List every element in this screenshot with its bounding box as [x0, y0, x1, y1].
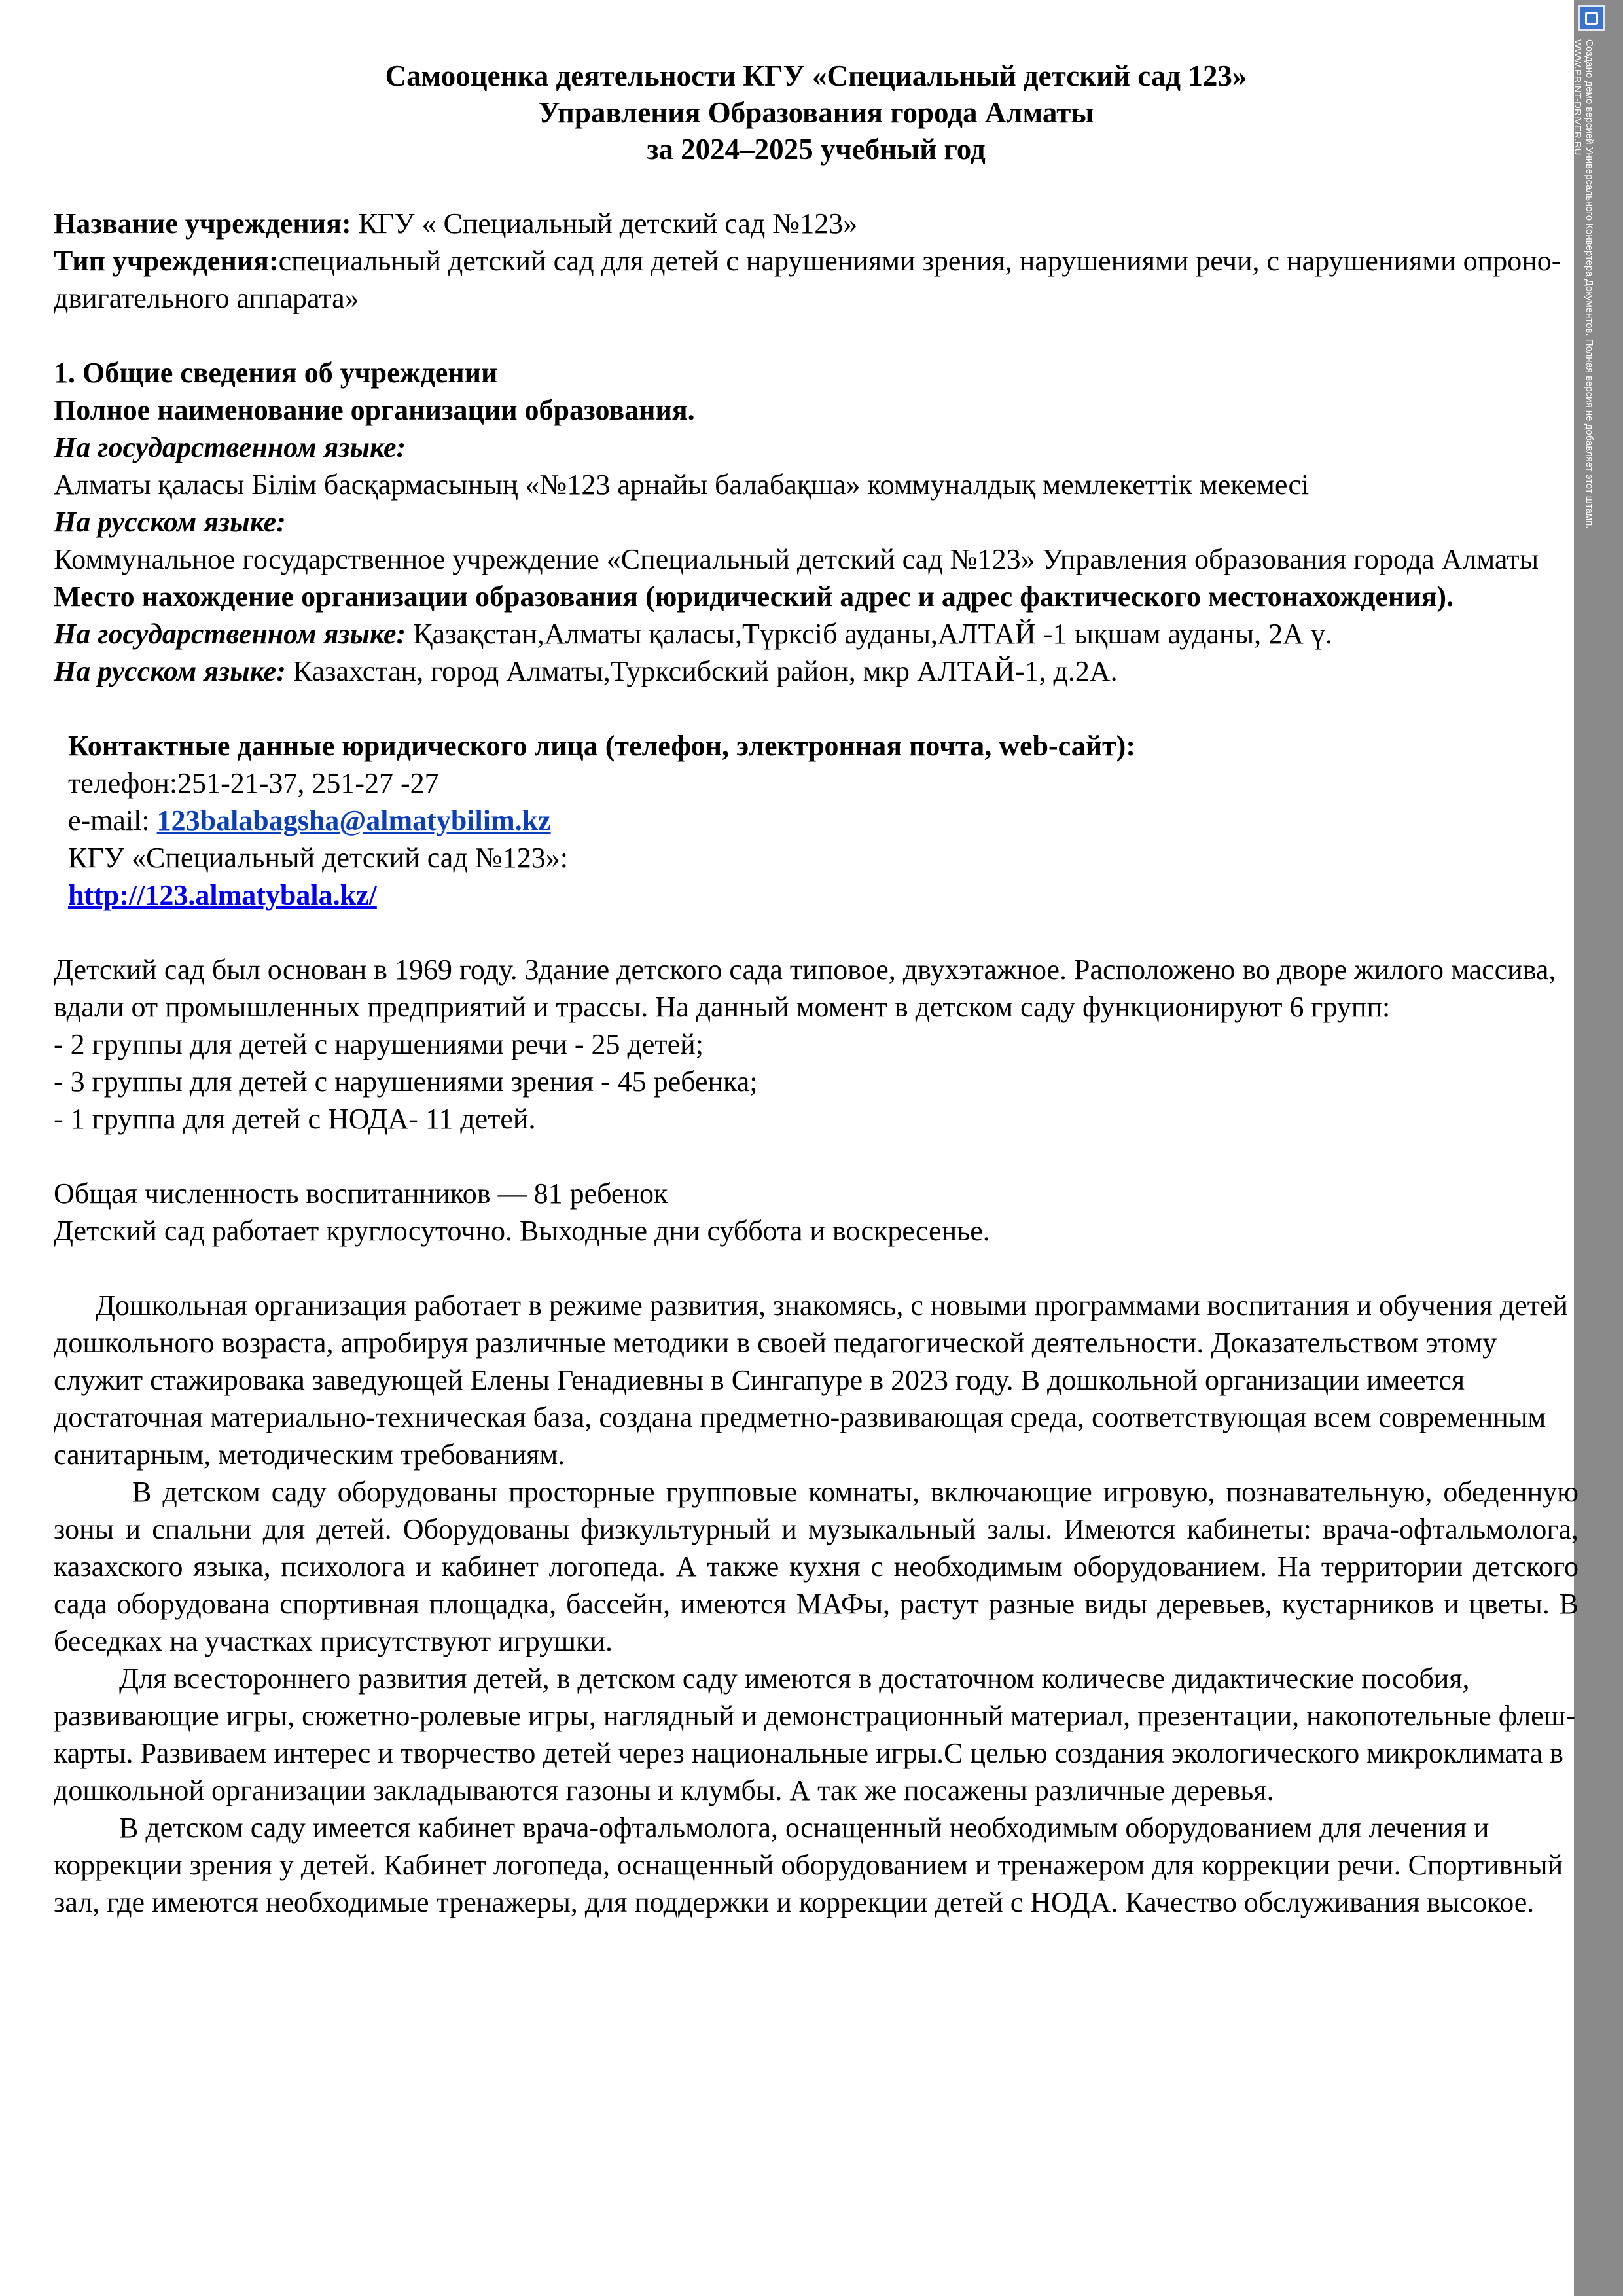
total-children: Общая численность воспитанников — 81 ребенок: [54, 1177, 668, 1210]
address-state-label: На государственном языке:: [54, 618, 406, 650]
header-line-3: за 2024–2025 учебный год: [647, 133, 986, 166]
address-state-value: Қазақстан,Алматы қаласы,Түрксіб ауданы,АЛТАЙ -1 ықшам ауданы, 2А ү.: [406, 618, 1332, 650]
address-ru-label: На русском языке:: [54, 655, 286, 687]
address-ru: [54, 653, 1578, 690]
watermark-line-1: Создано демо версией Универсального Конвертера Документов. Полная версия не добавляет этот штамп.: [1584, 39, 1595, 529]
watermark-line-2: WWW.PRINT-DRIVER.RU: [1572, 39, 1583, 156]
document-page: [54, 58, 1578, 1921]
schedule: Детский сад работает круглосуточно. Выходные дни суббота и воскресенье.: [54, 1215, 990, 1247]
institution-name-label: Название учреждения:: [54, 207, 351, 240]
address-ru-value: Казахстан, город Алматы,Турксибский район, мкр АЛТАЙ-1, д.2А.: [285, 655, 1118, 687]
contacts-block: [54, 727, 1578, 914]
location-title: Место нахождение организации образования (юридический адрес и адрес фактического местонахождения).: [54, 581, 1454, 613]
group-item: - 3 группы для детей с нарушениями зрения - 45 ребенка;: [54, 1066, 758, 1098]
document-header: [54, 58, 1578, 168]
address-state: [54, 615, 1578, 653]
contacts-title: Контактные данные юридического лица (телефон, электронная почта, web-сайт):: [68, 730, 1135, 762]
site-link[interactable]: http://123.almatybala.kz/: [68, 879, 377, 911]
institution-name-value: КГУ « Специальный детский сад №123»: [351, 207, 858, 240]
site-label: КГУ «Специальный детский сад №123»:: [68, 842, 568, 874]
body-paragraph-3: Для всестороннего развития детей, в детском саду имеются в достаточном количесве дидактические пособия, развивающие игры, сюжетно-ролевые игры, наглядный и демонстрационный материал, презентации, накопотельные флеш-карты. Развиваем интерес и творчество детей через национальные игры.С целью создания экологического микроклимата в дошкольной организации закладываются газоны и клумбы. А так же посажены различные деревья.: [54, 1662, 1576, 1806]
group-item: - 1 группа для детей с НОДА- 11 детей.: [54, 1103, 536, 1135]
ru-lang-label: На русском языке:: [54, 506, 286, 538]
institution-type-value: специальный детский сад для детей с нарушениями зрения, нарушениями речи, с нарушениями опроно-двигательного аппарата»: [54, 245, 1561, 314]
about-paragraph: Детский сад был основан в 1969 году. Здание детского сада типовое, двухэтажное. Расположено во дворе жилого массива, вдали от промышленных предприятий и трассы. На данный момент в детском саду функционируют 6 групп:: [54, 954, 1556, 1023]
header-line-1: Самооценка деятельности КГУ «Специальный детский сад 123»: [385, 60, 1247, 92]
state-lang-label: На государственном языке:: [54, 431, 406, 463]
email-link[interactable]: 123balabagsha@almatybilim.kz: [156, 804, 551, 836]
body-paragraph-1: Дошкольная организация работает в режиме развития, знакомясь, с новыми программами воспитания и обучения детей дошкольного возраста, апробируя различные методики в своей педагогической деятельности. Доказательством этому служит стажировака заведующей Елены Генадиевны в Сингапуре в 2023 году. В дошкольной организации имеется достаточная материально-техническая база, создана предметно-развивающая среда, соответствующая всем современным санитарным, методическим требованиям.: [54, 1289, 1568, 1471]
ru-lang-name: Коммунальное государственное учреждение «Специальный детский сад №123» Управления образования города Алматы: [54, 543, 1539, 575]
institution-name: [54, 205, 1578, 242]
contacts-email: [68, 802, 1578, 839]
contacts-phone: телефон:251-21-37, 251-27 -27: [68, 767, 439, 799]
header-line-2: Управления Образования города Алматы: [538, 96, 1094, 129]
group-item: - 2 группы для детей с нарушениями речи - 25 детей;: [54, 1028, 704, 1060]
body-paragraph-4: В детском саду имеется кабинет врача-офтальмолога, оснащенный необходимым оборудованием для лечения и коррекции зрения у детей. Кабинет логопеда, оснащенный оборудованием и тренажером для коррекции речи. Спортивный зал, где имеются необходимые тренажеры, для поддержки и коррекции детей с НОДА. Качество обслуживания высокое.: [54, 1812, 1563, 1918]
body-paragraph-2: В детском саду оборудованы просторные групповые комнаты, включающие игровую, познавательную, обеденную зоны и спальни для детей. Оборудованы физкультурный и музыкальный залы. Имеются кабинеты: врача-офтальмолога, казахского языка, психолога и кабинет логопеда. А также кухня с необходимым оборудованием. На территории детского сада оборудована спортивная площадка, бассейн, имеются МАФы, растут разные виды деревьев, кустарников и цветы. В беседках на участках присутствуют игрушки.: [54, 1476, 1578, 1657]
email-label: e-mail:: [68, 804, 157, 836]
converter-logo-icon: [1578, 5, 1605, 31]
section-title: 1. Общие сведения об учреждении: [54, 357, 498, 389]
full-name-title: Полное наименование организации образования.: [54, 394, 695, 426]
state-lang-name: Алматы қаласы Білім басқармасының «№123 арнайы балабақша» коммуналдық мемлекеттік мекемесі: [54, 469, 1310, 501]
institution-type-label: Тип учреждения:: [54, 245, 279, 277]
institution-type: [54, 242, 1578, 317]
